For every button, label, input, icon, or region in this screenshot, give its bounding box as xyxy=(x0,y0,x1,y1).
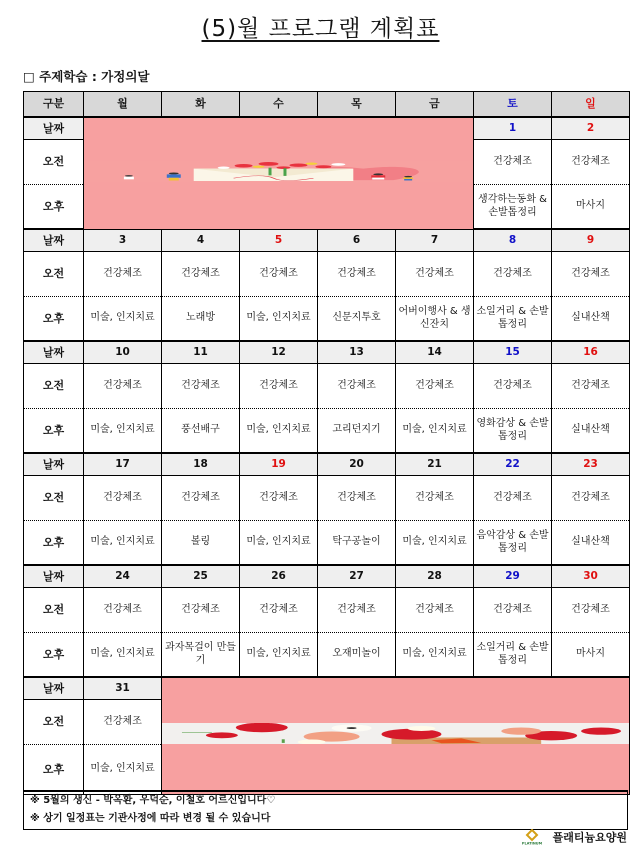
pm-activity: 미술, 인지치료 xyxy=(396,633,474,678)
pm-activity: 볼링 xyxy=(162,521,240,566)
pm-activity: 마사지 xyxy=(552,633,630,678)
am-activity: 건강체조 xyxy=(318,364,396,409)
pm-activity: 오재미놀이 xyxy=(318,633,396,678)
am-activity: 건강체조 xyxy=(474,476,552,521)
am-label: 오전 xyxy=(24,588,84,633)
date-row xyxy=(24,565,630,588)
date-cell: 4 xyxy=(162,229,240,252)
date-label: 날짜 xyxy=(24,453,84,476)
date-cell: 21 xyxy=(396,453,474,476)
date-row xyxy=(24,677,630,700)
am-activity: 건강체조 xyxy=(396,476,474,521)
header-cell: 일 xyxy=(552,92,630,118)
am-activity: 건강체조 xyxy=(162,252,240,297)
pm-activity: 소일거리 & 손발톱정리 xyxy=(474,297,552,342)
date-cell: 6 xyxy=(318,229,396,252)
pm-activity: 과자목걸이 만들기 xyxy=(162,633,240,678)
date-cell: 20 xyxy=(318,453,396,476)
pm-activity: 어버이행사 & 생신잔치 xyxy=(396,297,474,342)
pm-activity: 음악감상 & 손발톱정리 xyxy=(474,521,552,566)
pm-activity: 마사지 xyxy=(552,185,630,230)
date-cell: 25 xyxy=(162,565,240,588)
date-cell: 7 xyxy=(396,229,474,252)
date-cell: 22 xyxy=(474,453,552,476)
am-activity: 건강체조 xyxy=(162,364,240,409)
svg-text:PLATINUM: PLATINUM xyxy=(521,841,542,845)
pm-label: 오후 xyxy=(24,297,84,342)
date-cell: 28 xyxy=(396,565,474,588)
am-activity: 건강체조 xyxy=(240,476,318,521)
am-activity: 건강체조 xyxy=(552,252,630,297)
flower-photo-cell xyxy=(162,677,630,795)
am-row xyxy=(24,364,630,409)
pm-activity: 미술, 인지치료 xyxy=(240,521,318,566)
date-cell: 16 xyxy=(552,341,630,364)
date-row xyxy=(24,453,630,476)
am-activity: 건강체조 xyxy=(240,588,318,633)
pm-label: 오후 xyxy=(24,745,84,795)
am-activity: 건강체조 xyxy=(474,588,552,633)
am-label: 오전 xyxy=(24,364,84,409)
family-flowers-illustration xyxy=(84,161,473,182)
am-activity: 건강체조 xyxy=(552,588,630,633)
pm-label: 오후 xyxy=(24,409,84,454)
date-label: 날짜 xyxy=(24,117,84,140)
pm-activity: 미술, 인지치료 xyxy=(84,633,162,678)
pm-activity: 생각하는동화 & 손발톱정리 xyxy=(474,185,552,230)
am-activity: 건강체조 xyxy=(162,476,240,521)
pm-activity: 실내산책 xyxy=(552,297,630,342)
flower-basket-photo xyxy=(162,723,629,744)
page-title: (5)월 프로그램 계획표 xyxy=(201,16,440,42)
date-row xyxy=(24,229,630,252)
am-activity: 건강체조 xyxy=(84,700,162,745)
date-cell: 3 xyxy=(84,229,162,252)
pm-activity: 풍선배구 xyxy=(162,409,240,454)
am-activity: 건강체조 xyxy=(318,588,396,633)
logo xyxy=(517,829,627,845)
pm-label: 오후 xyxy=(24,633,84,678)
am-activity: 건강체조 xyxy=(84,476,162,521)
header-cell: 화 xyxy=(162,92,240,118)
date-cell: 14 xyxy=(396,341,474,364)
date-cell: 5 xyxy=(240,229,318,252)
pm-activity: 고리던지기 xyxy=(318,409,396,454)
date-cell: 31 xyxy=(84,677,162,700)
am-activity: 건강체조 xyxy=(552,364,630,409)
header-row xyxy=(24,92,630,118)
am-row xyxy=(24,588,630,633)
pm-row xyxy=(24,633,630,678)
date-label: 날짜 xyxy=(24,677,84,700)
change-note: ※ 상기 일정표는 기관사정에 따라 변경 될 수 있습니다 xyxy=(30,813,271,824)
date-cell: 29 xyxy=(474,565,552,588)
am-activity: 건강체조 xyxy=(84,252,162,297)
am-activity: 건강체조 xyxy=(240,252,318,297)
date-cell: 1 xyxy=(474,117,552,140)
pm-activity: 실내산책 xyxy=(552,521,630,566)
birthday-note: ※ 5월의 생신 - 박옥환, 우덕순, 이철호 어르신입니다♡ xyxy=(30,795,276,806)
pm-activity: 영화감상 & 손발톱정리 xyxy=(474,409,552,454)
pm-activity: 미술, 인지치료 xyxy=(84,521,162,566)
header-cell: 금 xyxy=(396,92,474,118)
date-cell: 2 xyxy=(552,117,630,140)
logo-name: 플래티늄요양원 xyxy=(552,831,627,844)
am-row xyxy=(24,252,630,297)
pm-activity: 미술, 인지치료 xyxy=(240,297,318,342)
date-cell: 30 xyxy=(552,565,630,588)
am-activity: 건강체조 xyxy=(318,252,396,297)
date-label: 날짜 xyxy=(24,341,84,364)
am-activity: 건강체조 xyxy=(396,252,474,297)
am-activity: 건강체조 xyxy=(84,588,162,633)
am-row xyxy=(24,476,630,521)
am-label: 오전 xyxy=(24,700,84,745)
am-activity: 건강체조 xyxy=(474,364,552,409)
pm-row xyxy=(24,297,630,342)
header-cell: 구분 xyxy=(24,92,84,118)
date-cell: 8 xyxy=(474,229,552,252)
pm-activity: 미술, 인지치료 xyxy=(84,745,162,795)
am-label: 오전 xyxy=(24,252,84,297)
am-activity: 건강체조 xyxy=(474,252,552,297)
date-cell: 10 xyxy=(84,341,162,364)
schedule-table xyxy=(23,91,630,795)
date-cell: 9 xyxy=(552,229,630,252)
am-activity: 건강체조 xyxy=(552,476,630,521)
pm-activity: 미술, 인지치료 xyxy=(84,297,162,342)
am-activity: 건강체조 xyxy=(552,140,630,185)
pm-activity: 실내산책 xyxy=(552,409,630,454)
pm-activity: 미술, 인지치료 xyxy=(240,633,318,678)
date-cell: 15 xyxy=(474,341,552,364)
am-activity: 건강체조 xyxy=(240,364,318,409)
pm-activity: 노래방 xyxy=(162,297,240,342)
logo-emblem-icon xyxy=(517,829,547,845)
date-cell: 13 xyxy=(318,341,396,364)
am-activity: 건강체조 xyxy=(396,364,474,409)
pm-activity: 미술, 인지치료 xyxy=(396,409,474,454)
am-label: 오전 xyxy=(24,140,84,185)
am-activity: 건강체조 xyxy=(318,476,396,521)
header-cell: 토 xyxy=(474,92,552,118)
date-cell: 24 xyxy=(84,565,162,588)
date-cell: 17 xyxy=(84,453,162,476)
pm-activity: 소일거리 & 손발톱정리 xyxy=(474,633,552,678)
pm-activity: 탁구공놀이 xyxy=(318,521,396,566)
pm-row xyxy=(24,409,630,454)
theme-heading: □ 주제학습 : 가정의달 xyxy=(23,69,150,84)
am-activity: 건강체조 xyxy=(474,140,552,185)
pm-activity: 미술, 인지치료 xyxy=(240,409,318,454)
am-activity: 건강체조 xyxy=(84,364,162,409)
date-label: 날짜 xyxy=(24,565,84,588)
header-cell: 월 xyxy=(84,92,162,118)
am-activity: 건강체조 xyxy=(396,588,474,633)
notes-box xyxy=(23,790,628,830)
pm-activity: 미술, 인지치료 xyxy=(84,409,162,454)
date-cell: 19 xyxy=(240,453,318,476)
illustration-cell xyxy=(84,117,474,229)
date-cell: 26 xyxy=(240,565,318,588)
pm-label: 오후 xyxy=(24,521,84,566)
date-row xyxy=(24,117,630,140)
am-activity: 건강체조 xyxy=(162,588,240,633)
am-label: 오전 xyxy=(24,476,84,521)
date-cell: 11 xyxy=(162,341,240,364)
header-cell: 목 xyxy=(318,92,396,118)
date-cell: 12 xyxy=(240,341,318,364)
header-cell: 수 xyxy=(240,92,318,118)
date-row xyxy=(24,341,630,364)
pm-activity: 신문지투호 xyxy=(318,297,396,342)
date-label: 날짜 xyxy=(24,229,84,252)
date-cell: 18 xyxy=(162,453,240,476)
pm-activity: 미술, 인지치료 xyxy=(396,521,474,566)
date-cell: 27 xyxy=(318,565,396,588)
pm-row xyxy=(24,521,630,566)
date-cell: 23 xyxy=(552,453,630,476)
pm-label: 오후 xyxy=(24,185,84,230)
